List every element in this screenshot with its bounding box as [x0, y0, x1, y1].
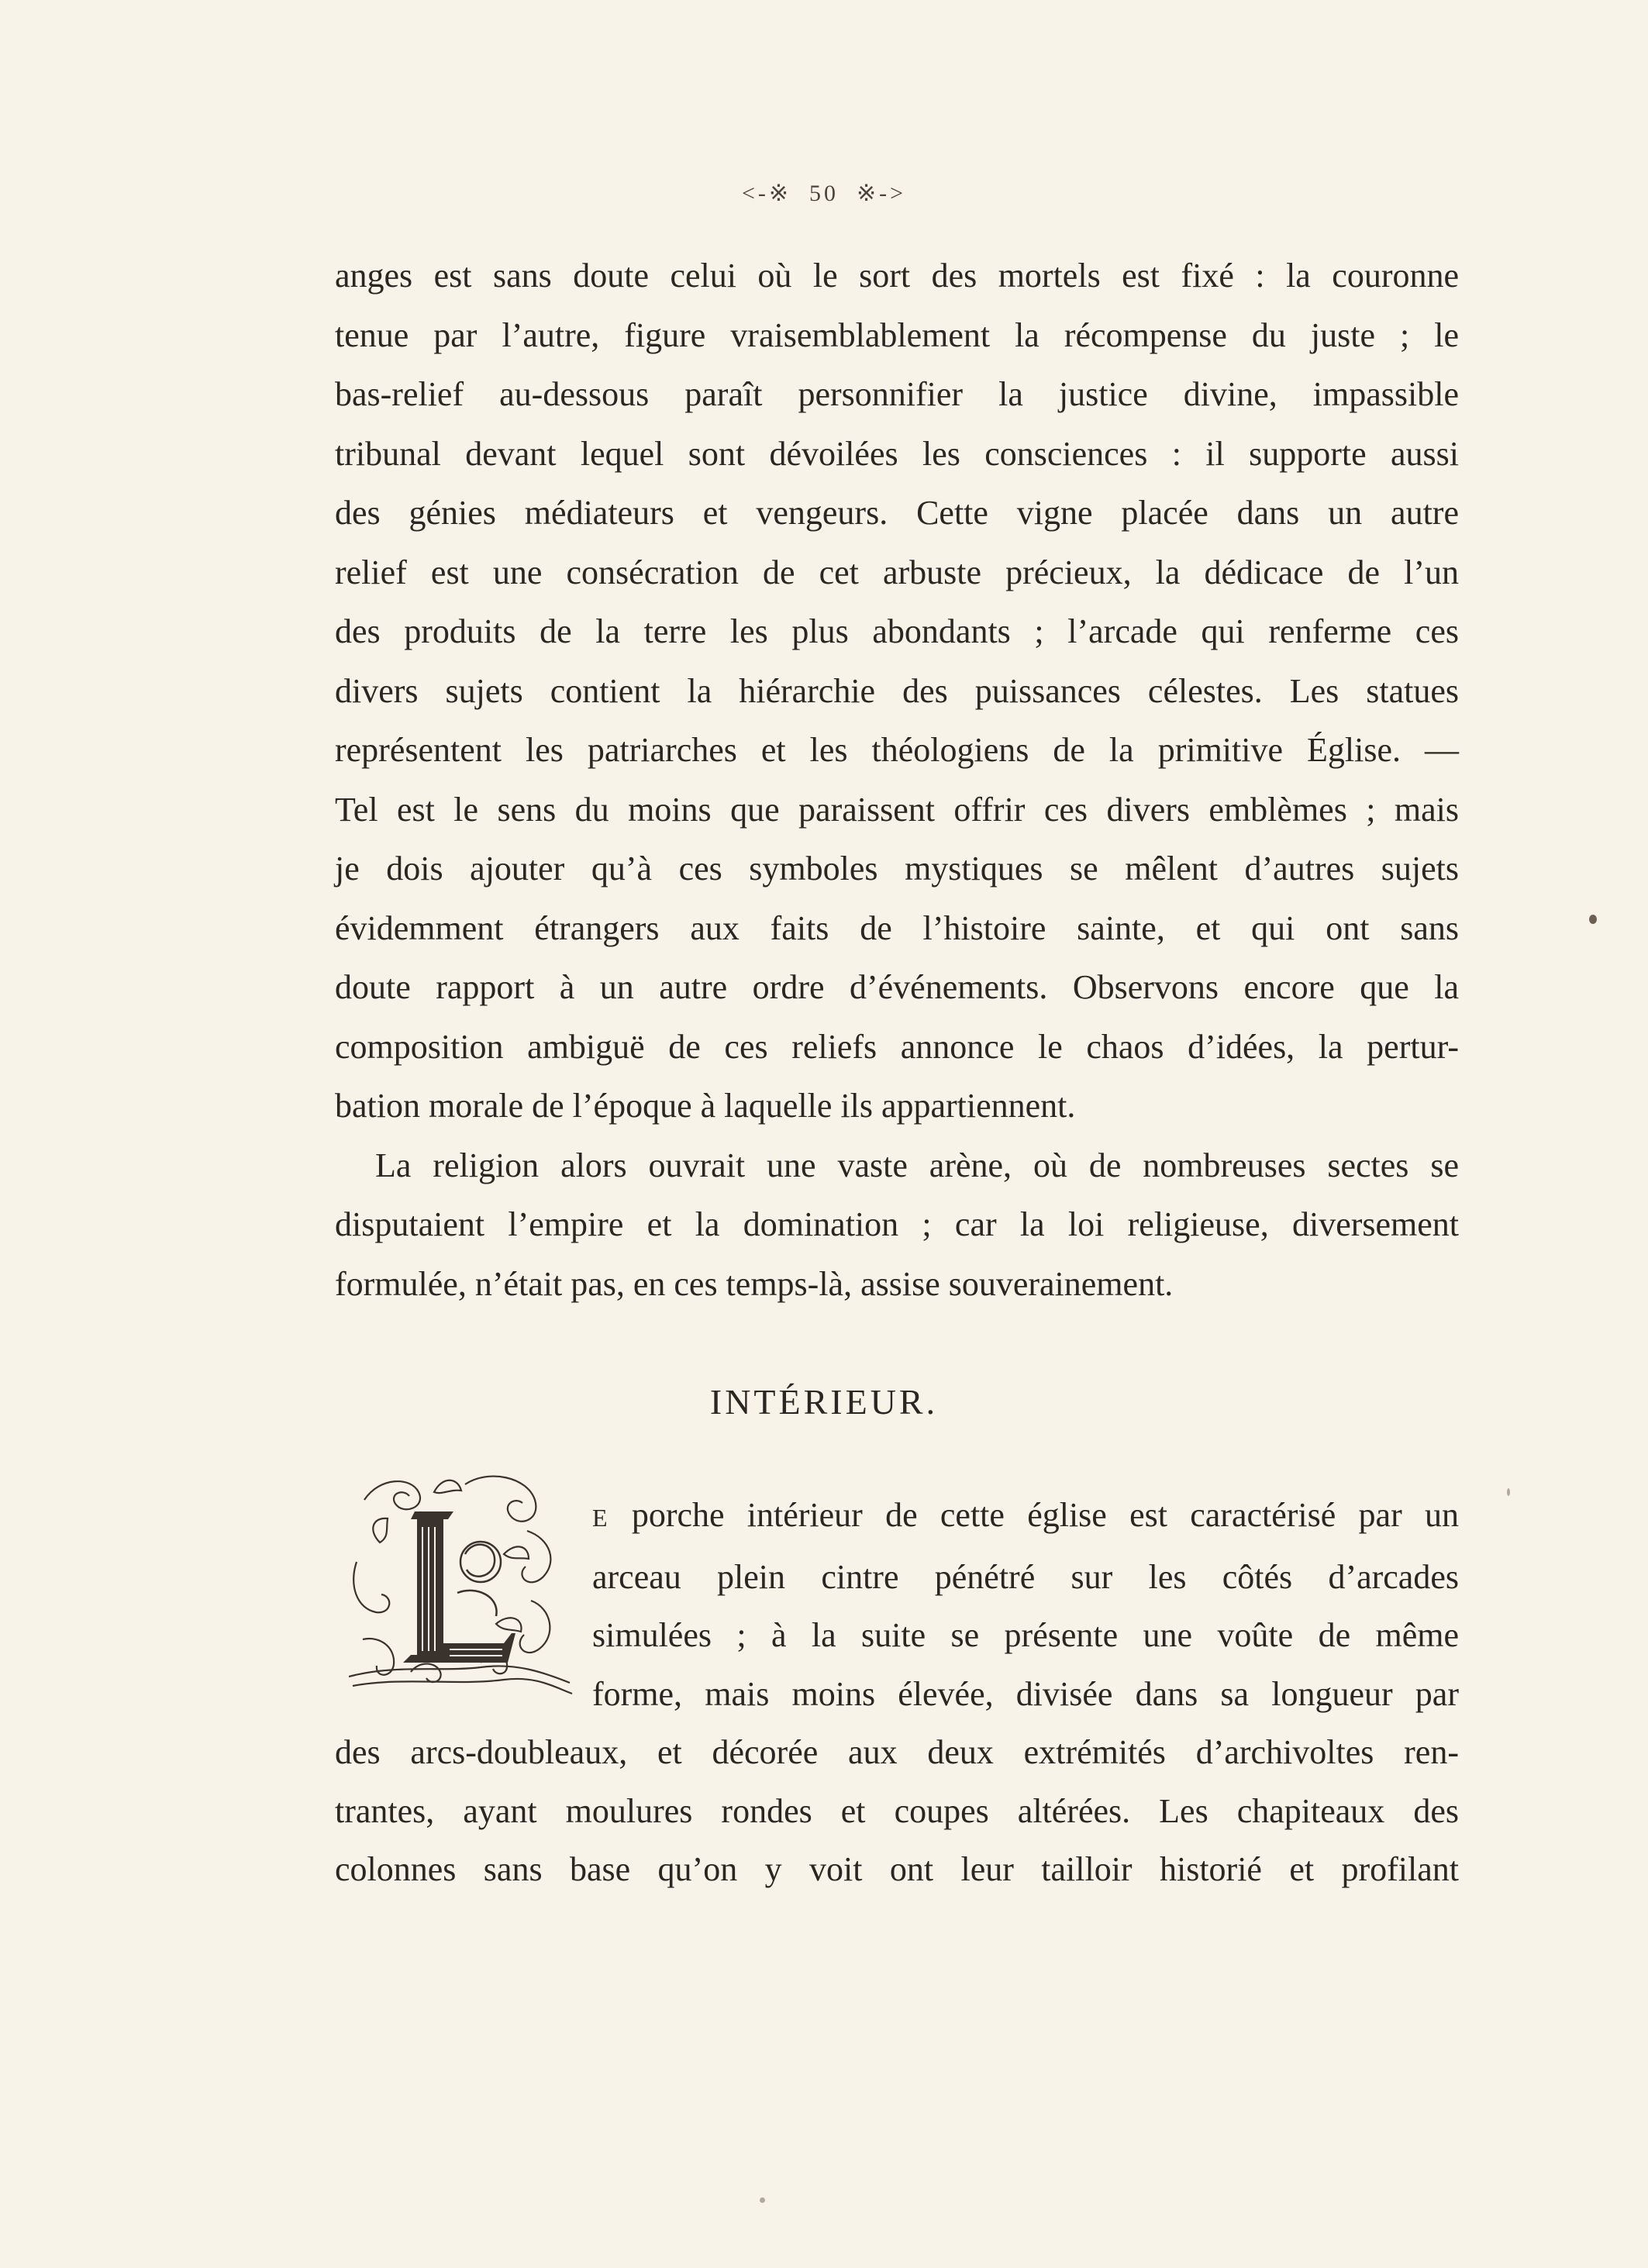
paper-speck — [1589, 915, 1597, 924]
text-line: doute rapport à un autre ordre d’événements. Observons encore que la — [335, 968, 1459, 1006]
text-line: formulée, n’était pas, en ces temps-là, assise souverainement. — [335, 1264, 1174, 1303]
first-line-rest: porche intérieur de cette église est caractérisé par un — [609, 1496, 1459, 1534]
text-line: des génies médiateurs et vengeurs. Cette vigne placée dans un autre — [335, 494, 1459, 532]
page-folio — [0, 180, 1648, 207]
text-line: trantes, ayant moulures rondes et coupes altérées. Les chapiteaux des — [335, 1791, 1459, 1830]
text-line: bas-relief au-dessous paraît personnifier la justice divine, impassible — [335, 375, 1459, 413]
text-line: arceau plein cintre pénétré sur les côtés d’arcades — [592, 1557, 1459, 1596]
text-line: je dois ajouter qu’à ces symboles mystiques se mêlent d’autres sujets — [335, 850, 1459, 888]
text-line: divers sujets contient la hiérarchie des puissances célestes. Les statues — [335, 671, 1459, 710]
first-word-rest: E — [592, 1504, 609, 1532]
text-line: simulées ; à la suite se présente une voûte de même — [592, 1616, 1459, 1654]
text-line: composition ambiguë de ces reliefs annonce le chaos d’idées, la pertur- — [335, 1027, 1459, 1066]
text-line: des produits de la terre les plus abondants ; l’arcade qui renferme ces — [335, 612, 1459, 650]
text-line: bation morale de l’époque à laquelle ils appartiennent. — [335, 1087, 1076, 1125]
text-line: colonnes sans base qu’on y voit ont leur tailloir historié et profilant — [335, 1850, 1459, 1888]
paper-speck — [1507, 1488, 1510, 1496]
text-line: relief est une consécration de cet arbuste précieux, la dédicace de l’un — [335, 553, 1459, 591]
text-line: anges est sans doute celui où le sort des mortels est fixé : la couronne — [335, 257, 1459, 295]
text-line: tribunal devant lequel sont dévoilées les consciences : il supporte aussi — [335, 434, 1459, 473]
text-line: disputaient l’empire et la domination ; car la loi religieuse, diversement — [335, 1205, 1459, 1243]
text-line: Tel est le sens du moins que paraissent offrir ces divers emblèmes ; mais — [335, 790, 1459, 829]
text-line: La religion alors ouvrait une vaste arène, où de nombreuses sectes se — [375, 1146, 1459, 1184]
folio-ornament-left: <-※ — [741, 181, 791, 206]
text-line — [592, 1486, 1459, 1548]
page-number: 50 — [809, 181, 839, 206]
folio-ornament-right: ※-> — [857, 181, 907, 206]
text-line: forme, mais moins élevée, divisée dans sa longueur par — [592, 1674, 1459, 1713]
paper-speck — [760, 2197, 765, 2203]
section-heading: INTÉRIEUR. — [709, 1382, 939, 1422]
text-line: évidemment étrangers aux faits de l’histoire sainte, et qui ont sans — [335, 908, 1459, 947]
text-line: tenue par l’autre, figure vraisemblablement la récompense du juste ; le — [335, 315, 1459, 354]
text-line: représentent les patriarches et les théologiens de la primitive Église. — — [335, 731, 1459, 769]
interior-paragraph — [335, 1486, 1459, 1899]
text-line: des arcs-doubleaux, et décorée aux deux extrémités d’archivoltes ren- — [335, 1733, 1459, 1771]
body-text — [335, 246, 1459, 1314]
